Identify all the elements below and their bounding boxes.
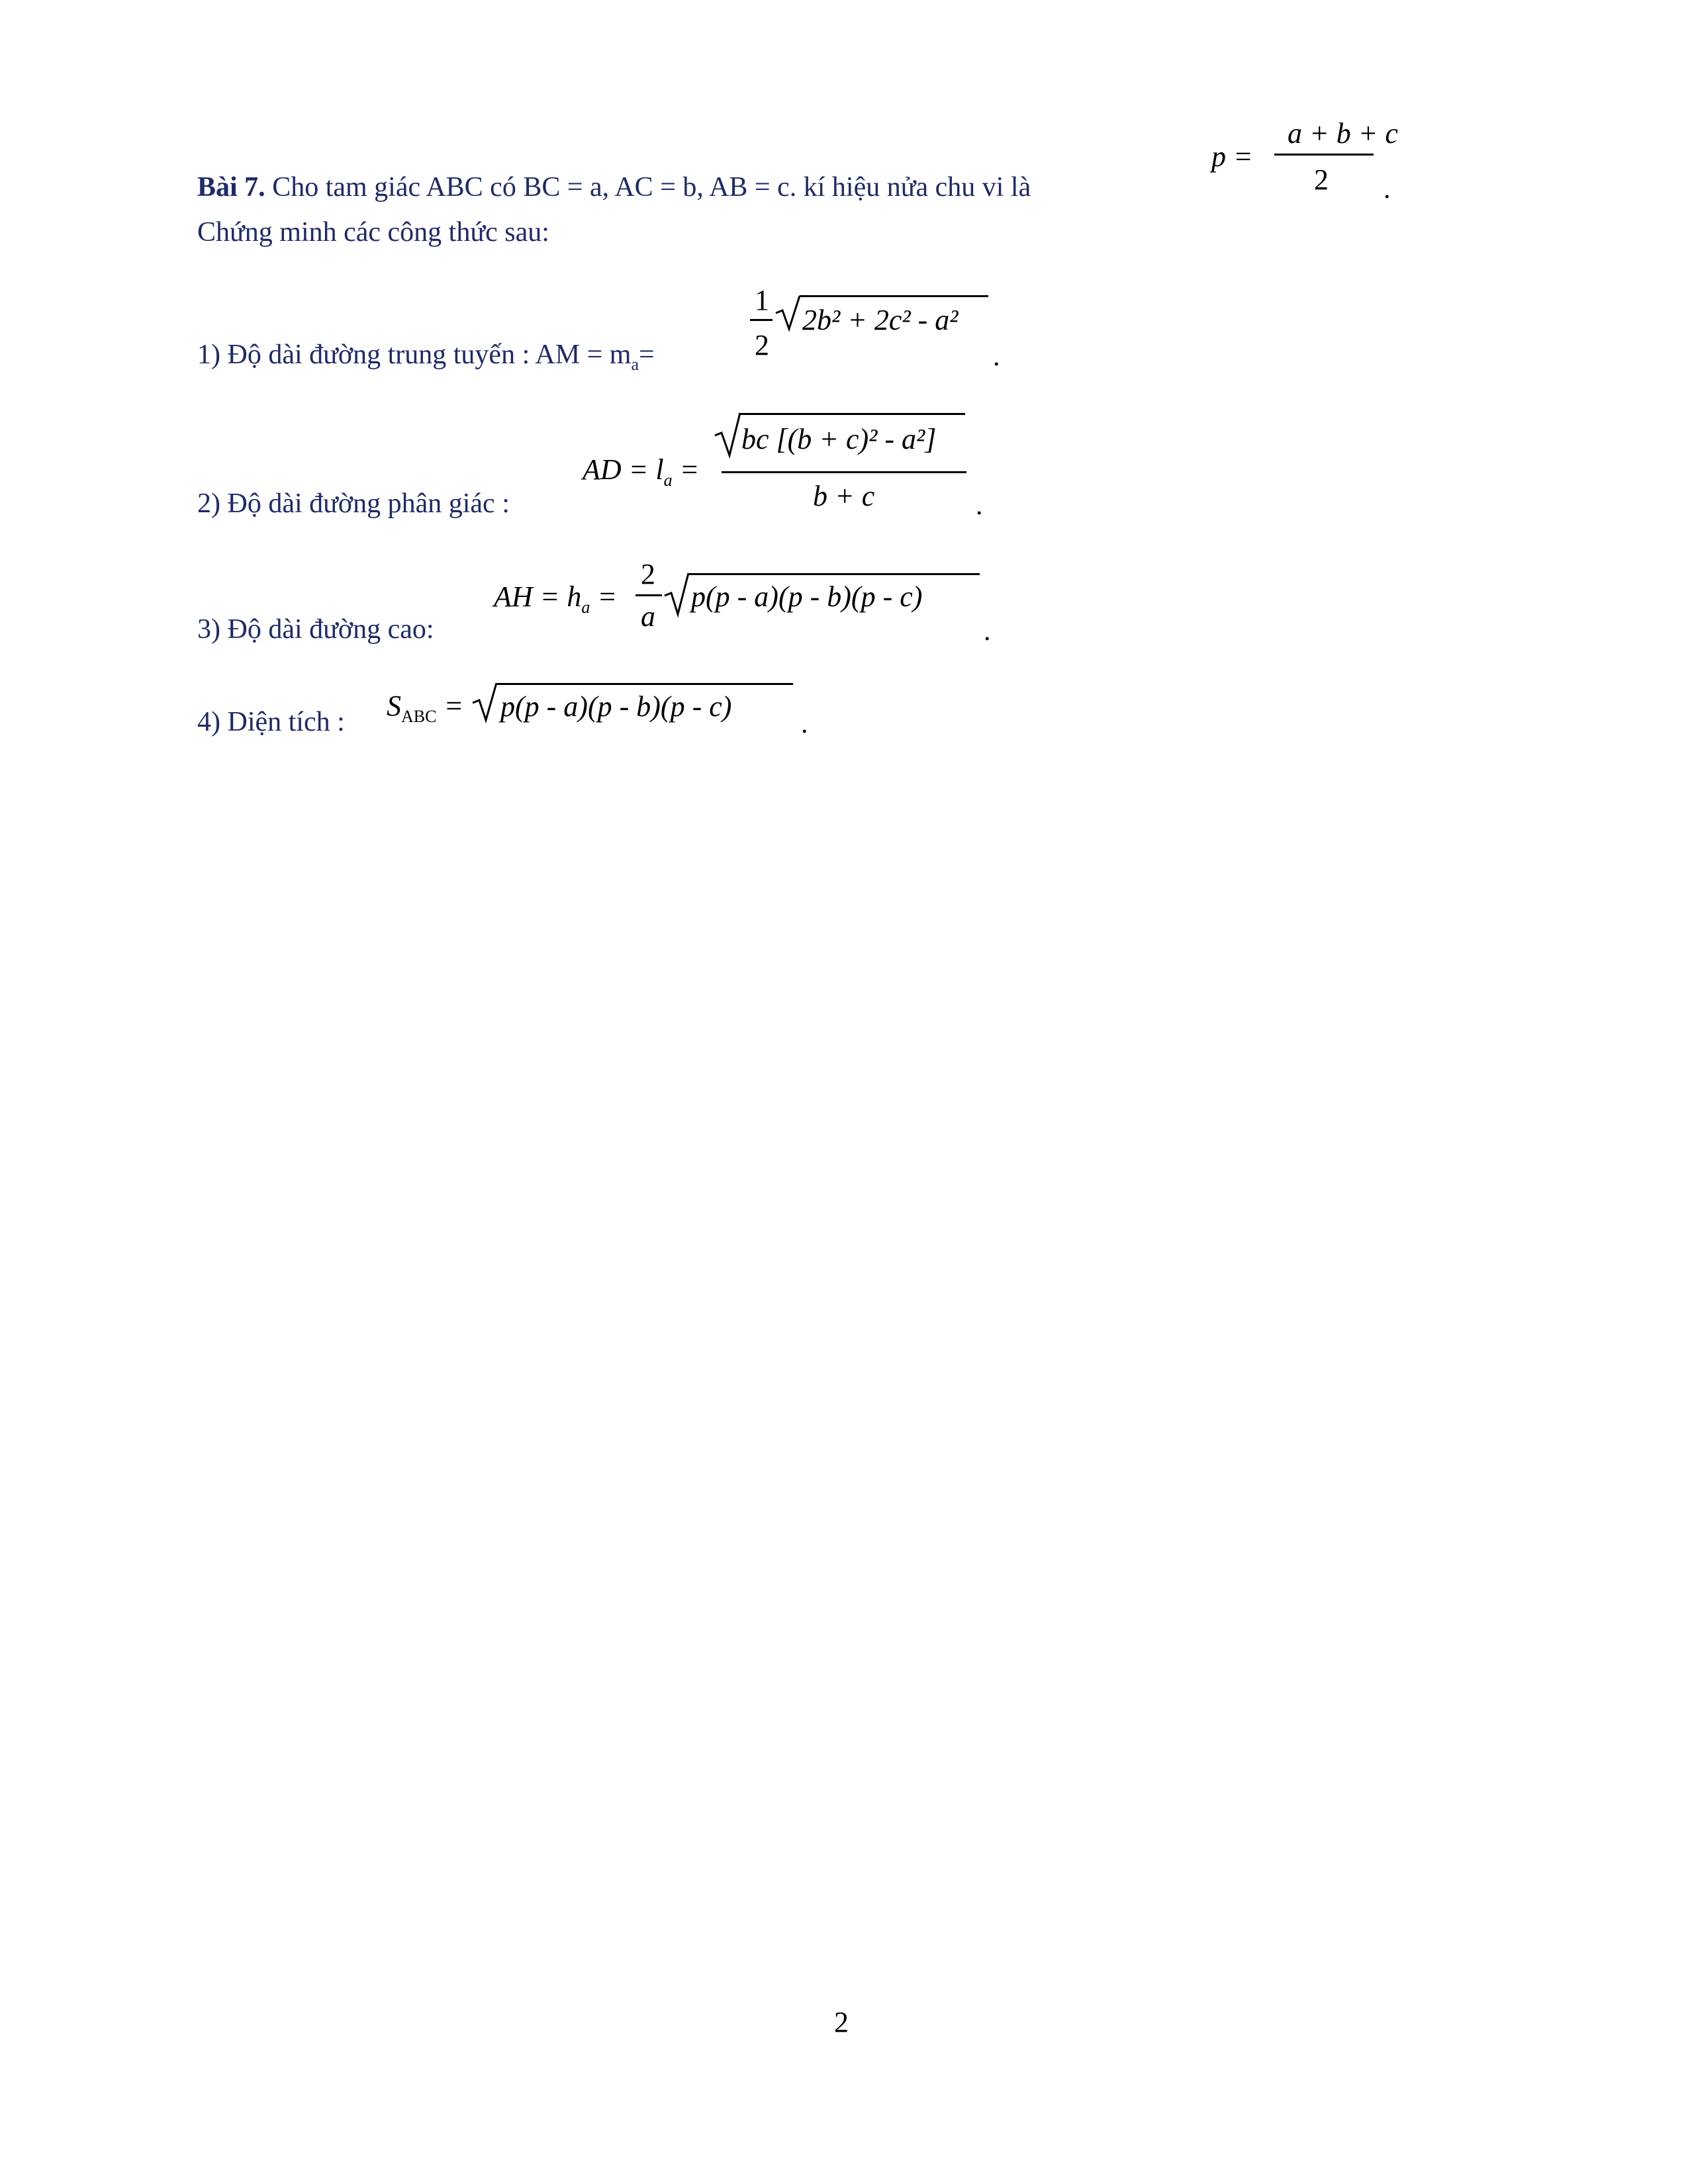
problem-line-2: Chứng minh các công thức sau: [197,217,549,248]
item-1-sub: a [631,355,639,374]
item-4-label: 4) Diện tích : [197,707,345,737]
area-lhs-sub: ABC [401,707,437,726]
bisector-lhs-text: AD = l [583,453,664,486]
altitude-radical-bar [688,573,980,575]
problem-intro: Cho tam giác ABC có BC = a, AC = b, AB = c. kí hiệu nửa chu vi là [272,172,1031,203]
formula-p-period: . [1383,174,1391,205]
area-eq: = [444,690,464,722]
bisector-radicand: bc [(b + c)² - a²] [741,423,937,455]
bisector-radical-sign [715,412,741,458]
altitude-lhs-text: AH = h [494,580,582,613]
area-radicand: p(p - a)(p - b)(p - c) [500,690,732,723]
altitude-frac-num: 2 [641,558,655,590]
altitude-radical-sign [665,572,691,618]
bisector-radical-bar [739,413,965,415]
bisector-eq: = [679,453,700,486]
altitude-frac-den: a [641,600,655,633]
median-radicand: 2b² + 2c² - a² [802,304,959,336]
formula-p-fraction-bar [1274,154,1374,156]
bisector-fraction-bar [722,471,966,473]
median-frac-num: 1 [755,284,769,316]
item-1-suffix: = [639,340,655,370]
median-frac-den: 2 [755,329,769,361]
altitude-eq: = [597,580,618,613]
item-3-label: 3) Độ dài đường cao: [197,614,434,645]
altitude-radicand: p(p - a)(p - b)(p - c) [691,580,923,613]
formula-p-lhs: p = [1211,140,1253,173]
bisector-denominator: b + c [813,480,875,512]
problem-title: Bài 7. [197,172,265,203]
altitude-lhs [494,580,618,617]
area-lhs-text: S [387,690,401,722]
altitude-period: . [984,616,991,647]
bisector-lhs-sub: a [663,471,673,490]
area-lhs [387,690,464,726]
item-1-label [197,340,655,374]
median-period: . [993,341,1000,372]
median-radical-sign [776,295,802,334]
area-radical-sign [473,682,499,724]
item-1-text: 1) Độ dài đường trung tuyến : AM = m [197,340,632,370]
area-period: . [801,709,808,739]
area-radical-bar [496,683,793,685]
item-2-label: 2) Độ dài đường phân giác : [197,488,510,519]
median-radical-bar [800,295,988,297]
altitude-lhs-sub: a [581,598,590,617]
formula-p-denominator: 2 [1314,163,1329,196]
formula-p-numerator: a + b + c [1288,117,1398,150]
bisector-period: . [976,490,983,521]
median-frac-bar [750,319,773,321]
altitude-frac-bar [635,594,662,596]
page-number: 2 [834,2006,849,2038]
bisector-lhs [583,453,700,490]
problem-line-1 [197,173,1031,201]
